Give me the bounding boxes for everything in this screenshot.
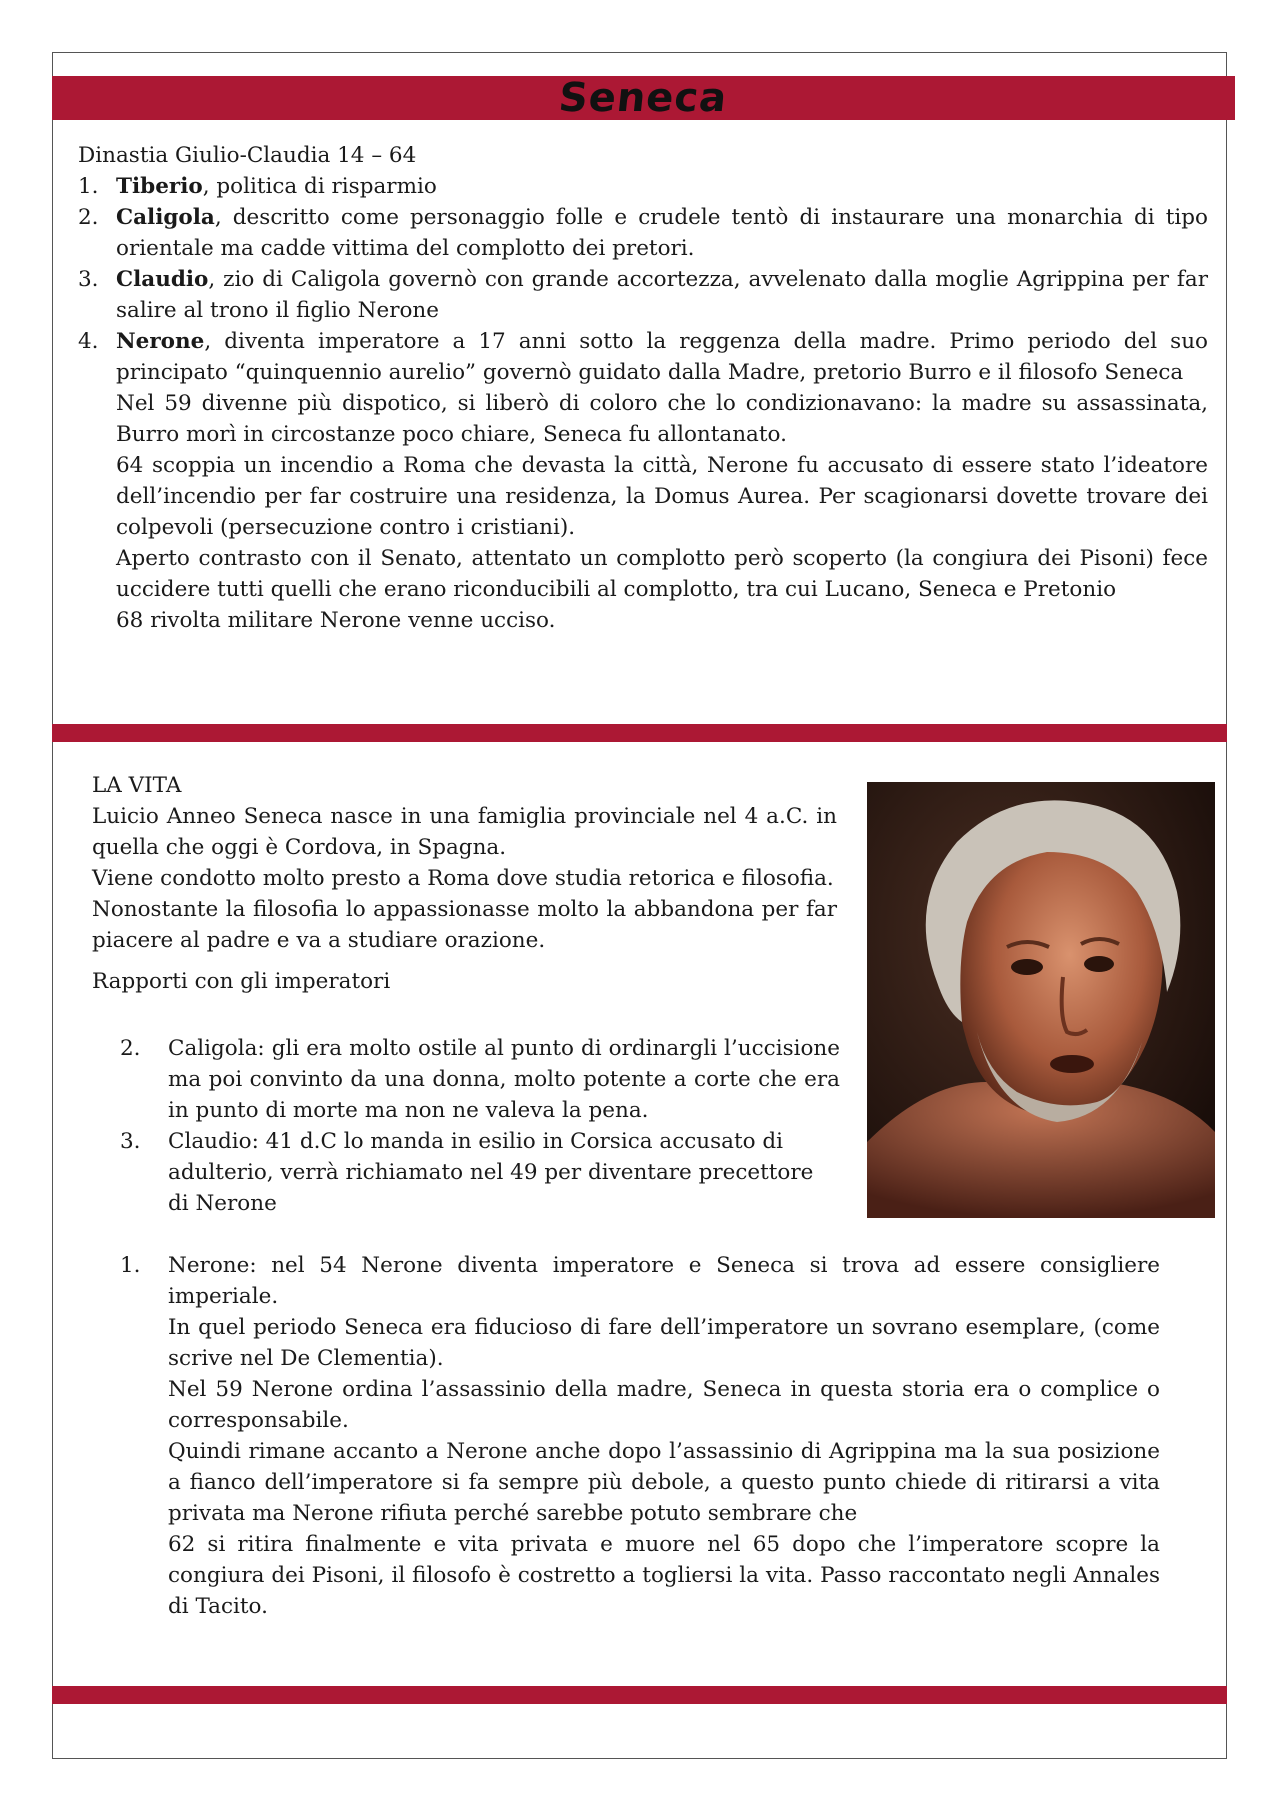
list-item — [120, 1126, 840, 1219]
vita-paragraph: Nonostante la filosofia lo appassionasse molto la abbandona per far piacere al padre e va a studiare orazione. — [92, 897, 837, 953]
emperor-name: Nerone — [116, 329, 205, 354]
emperor-name: Caligola — [116, 205, 215, 230]
emperor-description: , zio di Caligola governò con grande accortezza, avvelenato dalla moglie Agrippina per far salire al trono il figlio Nerone — [116, 267, 1208, 323]
section-divider — [52, 1686, 1227, 1704]
emperor-description: , politica di risparmio — [202, 174, 437, 199]
rapporto-text: Caligola: gli era molto ostile al punto di ordinargli l’uccisione ma poi convinto da una donna, molto potente a corte che era in punto di morte ma non ne valeva la pena. — [168, 1036, 840, 1123]
list-item — [120, 1250, 1160, 1622]
title-bar — [52, 76, 1235, 120]
nerone-rapporto-paragraph: Nel 59 Nerone ordina l’assassinio della madre, Seneca in questa storia era o complice o corresponsabile. — [168, 1377, 1160, 1433]
vita-heading: LA VITA — [92, 773, 182, 798]
vita-paragraph: Luicio Anneo Seneca nasce in una famiglia provinciale nel 4 a.C. in quella che oggi è Cordova, in Spagna. — [92, 804, 837, 860]
list-number: 1. — [78, 174, 99, 199]
nerone-rapporto-paragraph: Quindi rimane accanto a Nerone anche dopo l’assassinio di Agrippina ma la sua posizione a fianco dell’imperatore si fa sempre più debole, a questo punto chiede di ritirarsi a vita privata ma Nerone rifiuta perché sarebbe potuto sembrare che — [168, 1439, 1160, 1526]
rapporti-heading: Rapporti con gli imperatori — [92, 969, 391, 994]
nerone-paragraph: 68 rivolta militare Nerone venne ucciso. — [116, 608, 556, 633]
list-item — [78, 202, 1208, 264]
list-number: 2. — [78, 205, 99, 230]
nerone-paragraph: 64 scoppia un incendio a Roma che devasta la città, Nerone fu accusato di essere stato l’ideatore dell’incendio per far costruire una residenza, la Domus Aurea. Per scagionarsi dovette trovare dei colpevoli (persecuzione contro i cristiani). — [116, 453, 1208, 540]
list-number: 1. — [120, 1253, 141, 1278]
nerone-paragraph: Nel 59 divenne più dispotico, si liberò di coloro che lo condizionavano: la madre su assassinata, Burro morì in circostanze poco chiare, Seneca fu allontanato. — [116, 391, 1208, 447]
emperor-description: , diventa imperatore a 17 anni sotto la reggenza della madre. Primo periodo del suo principato “quinquennio aurelio” governò guidato dalla Madre, pretorio Burro e il filosofo Seneca — [116, 329, 1208, 385]
rapporti-list — [120, 1033, 840, 1219]
seneca-portrait — [867, 782, 1215, 1218]
list-item — [78, 326, 1208, 636]
page-title: Seneca — [556, 75, 731, 121]
vita-paragraph: Viene condotto molto presto a Roma dove studia retorica e filosofia. — [92, 866, 834, 891]
nerone-rapporto-paragraph: Nerone: nel 54 Nerone diventa imperatore e Seneca si trova ad essere consigliere imperiale. — [168, 1253, 1160, 1309]
nerone-rapporto — [120, 1250, 1160, 1622]
list-number: 3. — [78, 267, 99, 292]
vita-section — [92, 770, 837, 997]
dinastia-heading: Dinastia Giulio-Claudia 14 – 64 — [78, 143, 417, 168]
list-number: 3. — [120, 1129, 141, 1154]
section-divider — [52, 724, 1227, 742]
list-number: 4. — [78, 329, 99, 354]
emperor-description: , descritto come personaggio folle e crudele tentò di instaurare una monarchia di tipo orientale ma cadde vittima del complotto dei pretori. — [116, 205, 1208, 261]
emperor-name: Claudio — [116, 267, 209, 292]
list-item — [120, 1033, 840, 1126]
nerone-rapporto-paragraph: 62 si ritira finalmente e vita privata e muore nel 65 dopo che l’imperatore scopre la congiura dei Pisoni, il filosofo è costretto a togliersi la vita. Passo raccontato negli Annales di Tacito. — [168, 1532, 1160, 1619]
list-item — [78, 171, 1208, 202]
nerone-paragraph: Aperto contrasto con il Senato, attentato un complotto però scoperto (la congiura dei Pisoni) fece uccidere tutti quelli che erano riconducibili al complotto, tra cui Lucano, Seneca e Pretonio — [116, 546, 1208, 602]
emperor-name: Tiberio — [116, 174, 203, 199]
nerone-rapporto-paragraph: In quel periodo Seneca era fiducioso di fare dell’imperatore un sovrano esemplare, (come scrive nel De Clementia). — [168, 1315, 1160, 1371]
rapporto-text: Claudio: 41 d.C lo manda in esilio in Corsica accusato di adulterio, verrà richiamato nel 49 per diventare precettore di Nerone — [168, 1129, 814, 1216]
dinastia-section — [78, 140, 1208, 636]
list-number: 2. — [120, 1036, 141, 1061]
list-item — [78, 264, 1208, 326]
